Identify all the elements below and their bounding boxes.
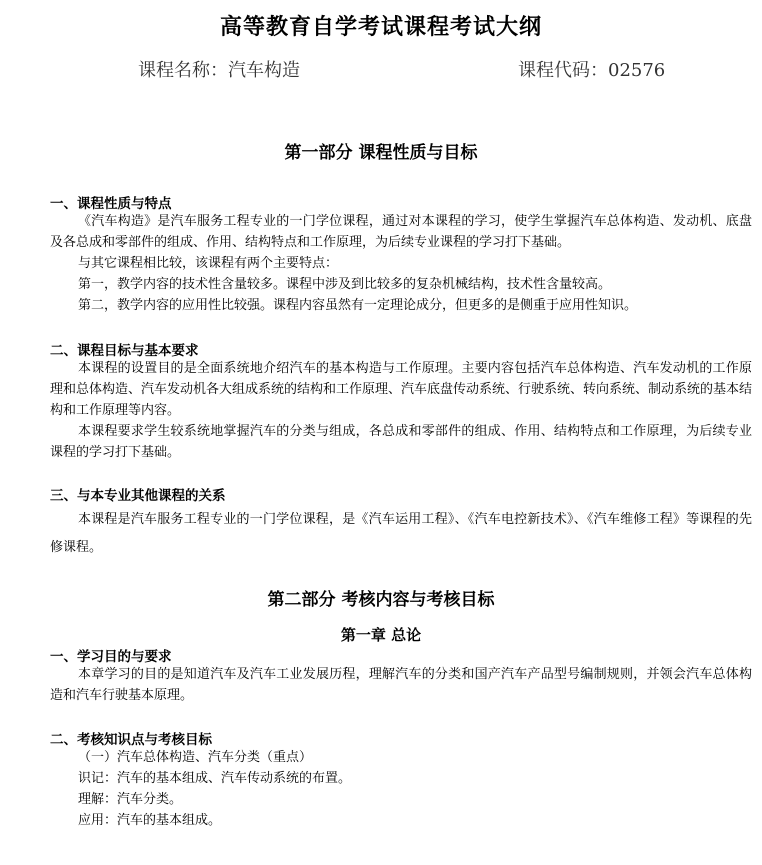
chapter1-title: 第一章 总论 [340,626,422,644]
course-code: 课程代码：02576 [518,60,666,81]
part2-title: 第二部分 考核内容与考核目标 [267,590,495,610]
list-item: （一）汽车总体构造、汽车分类（重点） [78,750,313,765]
paragraph: 本章学习的目的是知道汽车及汽车工业发展历程，理解汽车的分类和国产汽车产品型号编制规则，并领会汽车总体构造和汽车行驶基本原理。 [50,667,752,703]
paragraph: 第二，教学内容的应用性比较强。课程内容虽然有一定理论成分，但更多的是侧重于应用性知识。 [78,298,638,313]
paragraph: 本课程的设置目的是全面系统地介绍汽车的基本构造与工作原理。主要内容包括汽车总体构造、汽车发动机的工作原理和总体构造、汽车发动机各大组成系统的结构和工作原理、汽车底盘传动系统、行驶系统、转向系统、制动系统的基本结构和工作原理等内容。 [50,361,753,418]
paragraph: 与其它课程相比较，该课程有两个主要特点： [78,256,339,271]
paragraph: 《汽车构造》是汽车服务工程专业的一门学位课程，通过对本课程的学习，使学生掌握汽车总体构造、发动机、底盘及各总成和零部件的组成、作用、结构特点和工作原理，为后续专业课程的学习打下基础。 [50,214,752,250]
section-heading-exam-points: 二、考核知识点与考核目标 [50,732,212,748]
course-name: 课程名称：汽车构造 [138,60,300,81]
section-heading-nature: 一、课程性质与特点 [50,196,172,212]
paragraph: 第一，教学内容的技术性含量较多。课程中涉及到比较多的复杂机械结构，技术性含量较高。 [78,277,612,292]
paragraph: 本课程是汽车服务工程专业的一门学位课程，是《汽车运用工程》、《汽车电控新技术》、《汽车维修工程》等课程的先修课程。 [50,512,752,555]
list-item: 识记：汽车的基本组成、汽车传动系统的布置。 [78,771,352,786]
part1-title: 第一部分 课程性质与目标 [284,143,478,163]
section-heading-goals: 二、课程目标与基本要求 [50,343,199,359]
document-title: 高等教育自学考试课程考试大纲 [219,14,542,40]
list-item: 应用：汽车的基本组成。 [78,813,222,828]
section-heading-learning-goals: 一、学习目的与要求 [50,649,172,665]
list-item: 理解：汽车分类。 [78,792,183,807]
paragraph: 本课程要求学生较系统地掌握汽车的分类与组成，各总成和零部件的组成、作用、结构特点和工作原理，为后续专业课程的学习打下基础。 [50,424,752,460]
section-heading-relations: 三、与本专业其他课程的关系 [50,488,226,504]
